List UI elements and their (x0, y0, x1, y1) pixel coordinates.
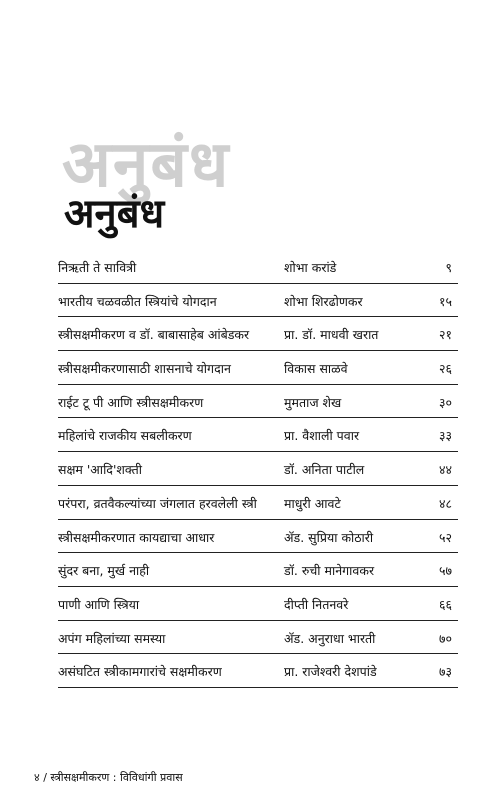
toc-row (58, 284, 458, 318)
toc-page: ३० (438, 394, 452, 410)
page-title: अनुबंध (64, 191, 165, 237)
toc-title: अपंग महिलांच्या समस्या (58, 630, 166, 646)
toc-title: परंपरा, व्रतवैकल्यांच्या जंगलात हरवलेली स्त्री (58, 495, 257, 511)
toc-page: २१ (438, 327, 452, 343)
toc-row (58, 418, 458, 452)
toc-row (58, 654, 458, 688)
toc-author: ॲड. सुप्रिया कोठारी (284, 529, 374, 545)
toc-title: पाणी आणि स्त्रिया (58, 596, 140, 612)
toc-row (58, 520, 458, 554)
toc-author: दीप्ती नितनवरे (284, 596, 349, 612)
toc-page: ९ (445, 260, 452, 275)
toc-row (58, 351, 458, 385)
heading-shadow: अनुबंध (62, 128, 231, 202)
toc-title: निऋती ते सावित्री (58, 260, 137, 275)
toc-row (58, 486, 458, 520)
toc-page: ४४ (438, 462, 452, 478)
toc-page: ५७ (438, 563, 452, 579)
toc-author: विकास साळवे (284, 361, 348, 377)
toc-author: माधुरी आवटे (284, 495, 341, 511)
toc-row (58, 452, 458, 486)
toc-title: स्त्रीसक्षमीकरण व डॉ. बाबासाहेब आंबेडकर (58, 327, 250, 343)
toc-page: ३३ (438, 428, 452, 444)
toc-title: राईट टू पी आणि स्त्रीसक्षमीकरण (58, 394, 204, 410)
toc-title: असंघटित स्त्रीकामगारांचे सक्षमीकरण (58, 664, 222, 680)
toc-author: डॉ. रुची मानेगावकर (284, 563, 375, 579)
toc-author: प्रा. वैशाली पवार (284, 428, 360, 444)
toc-page: ७३ (438, 664, 452, 680)
toc-title: महिलांचे राजकीय सबलीकरण (58, 428, 192, 444)
toc-author: शोभा करांडे (284, 260, 337, 275)
toc-author: प्रा. डॉ. माधवी खरात (284, 327, 379, 343)
toc-author: मुमताज शेख (284, 394, 342, 410)
toc-title: सुंदर बना, मुर्ख नाही (58, 563, 150, 579)
toc-title: स्त्रीसक्षमीकरणासाठी शासनाचे योगदान (58, 361, 231, 377)
toc-row (58, 587, 458, 621)
toc-title: भारतीय चळवळीत स्त्रियांचे योगदान (58, 293, 217, 309)
toc-row (58, 317, 458, 351)
toc-page: ५२ (438, 529, 452, 545)
toc-title: सक्षम 'आदि'शक्ती (58, 462, 142, 478)
toc-page: ६६ (438, 596, 452, 612)
toc-row (58, 553, 458, 587)
table-of-contents (58, 250, 458, 688)
toc-page: ७० (438, 630, 452, 646)
toc-author: प्रा. राजेश्वरी देशपांडे (284, 664, 377, 680)
toc-row (58, 385, 458, 419)
toc-page: १५ (438, 293, 452, 309)
toc-author: ॲड. अनुराधा भारती (284, 630, 376, 646)
toc-author: शोभा शिरढोणकर (284, 293, 363, 309)
page-footer: ४ / स्त्रीसक्षमीकरण : विविधांगी प्रवास (34, 771, 183, 784)
toc-author: डॉ. अनिता पाटील (284, 462, 365, 478)
toc-row (58, 250, 458, 284)
toc-page: ४८ (438, 495, 452, 511)
toc-row (58, 621, 458, 655)
toc-title: स्त्रीसक्षमीकरणात कायद्याचा आधार (58, 529, 215, 545)
toc-page: २६ (438, 361, 452, 377)
